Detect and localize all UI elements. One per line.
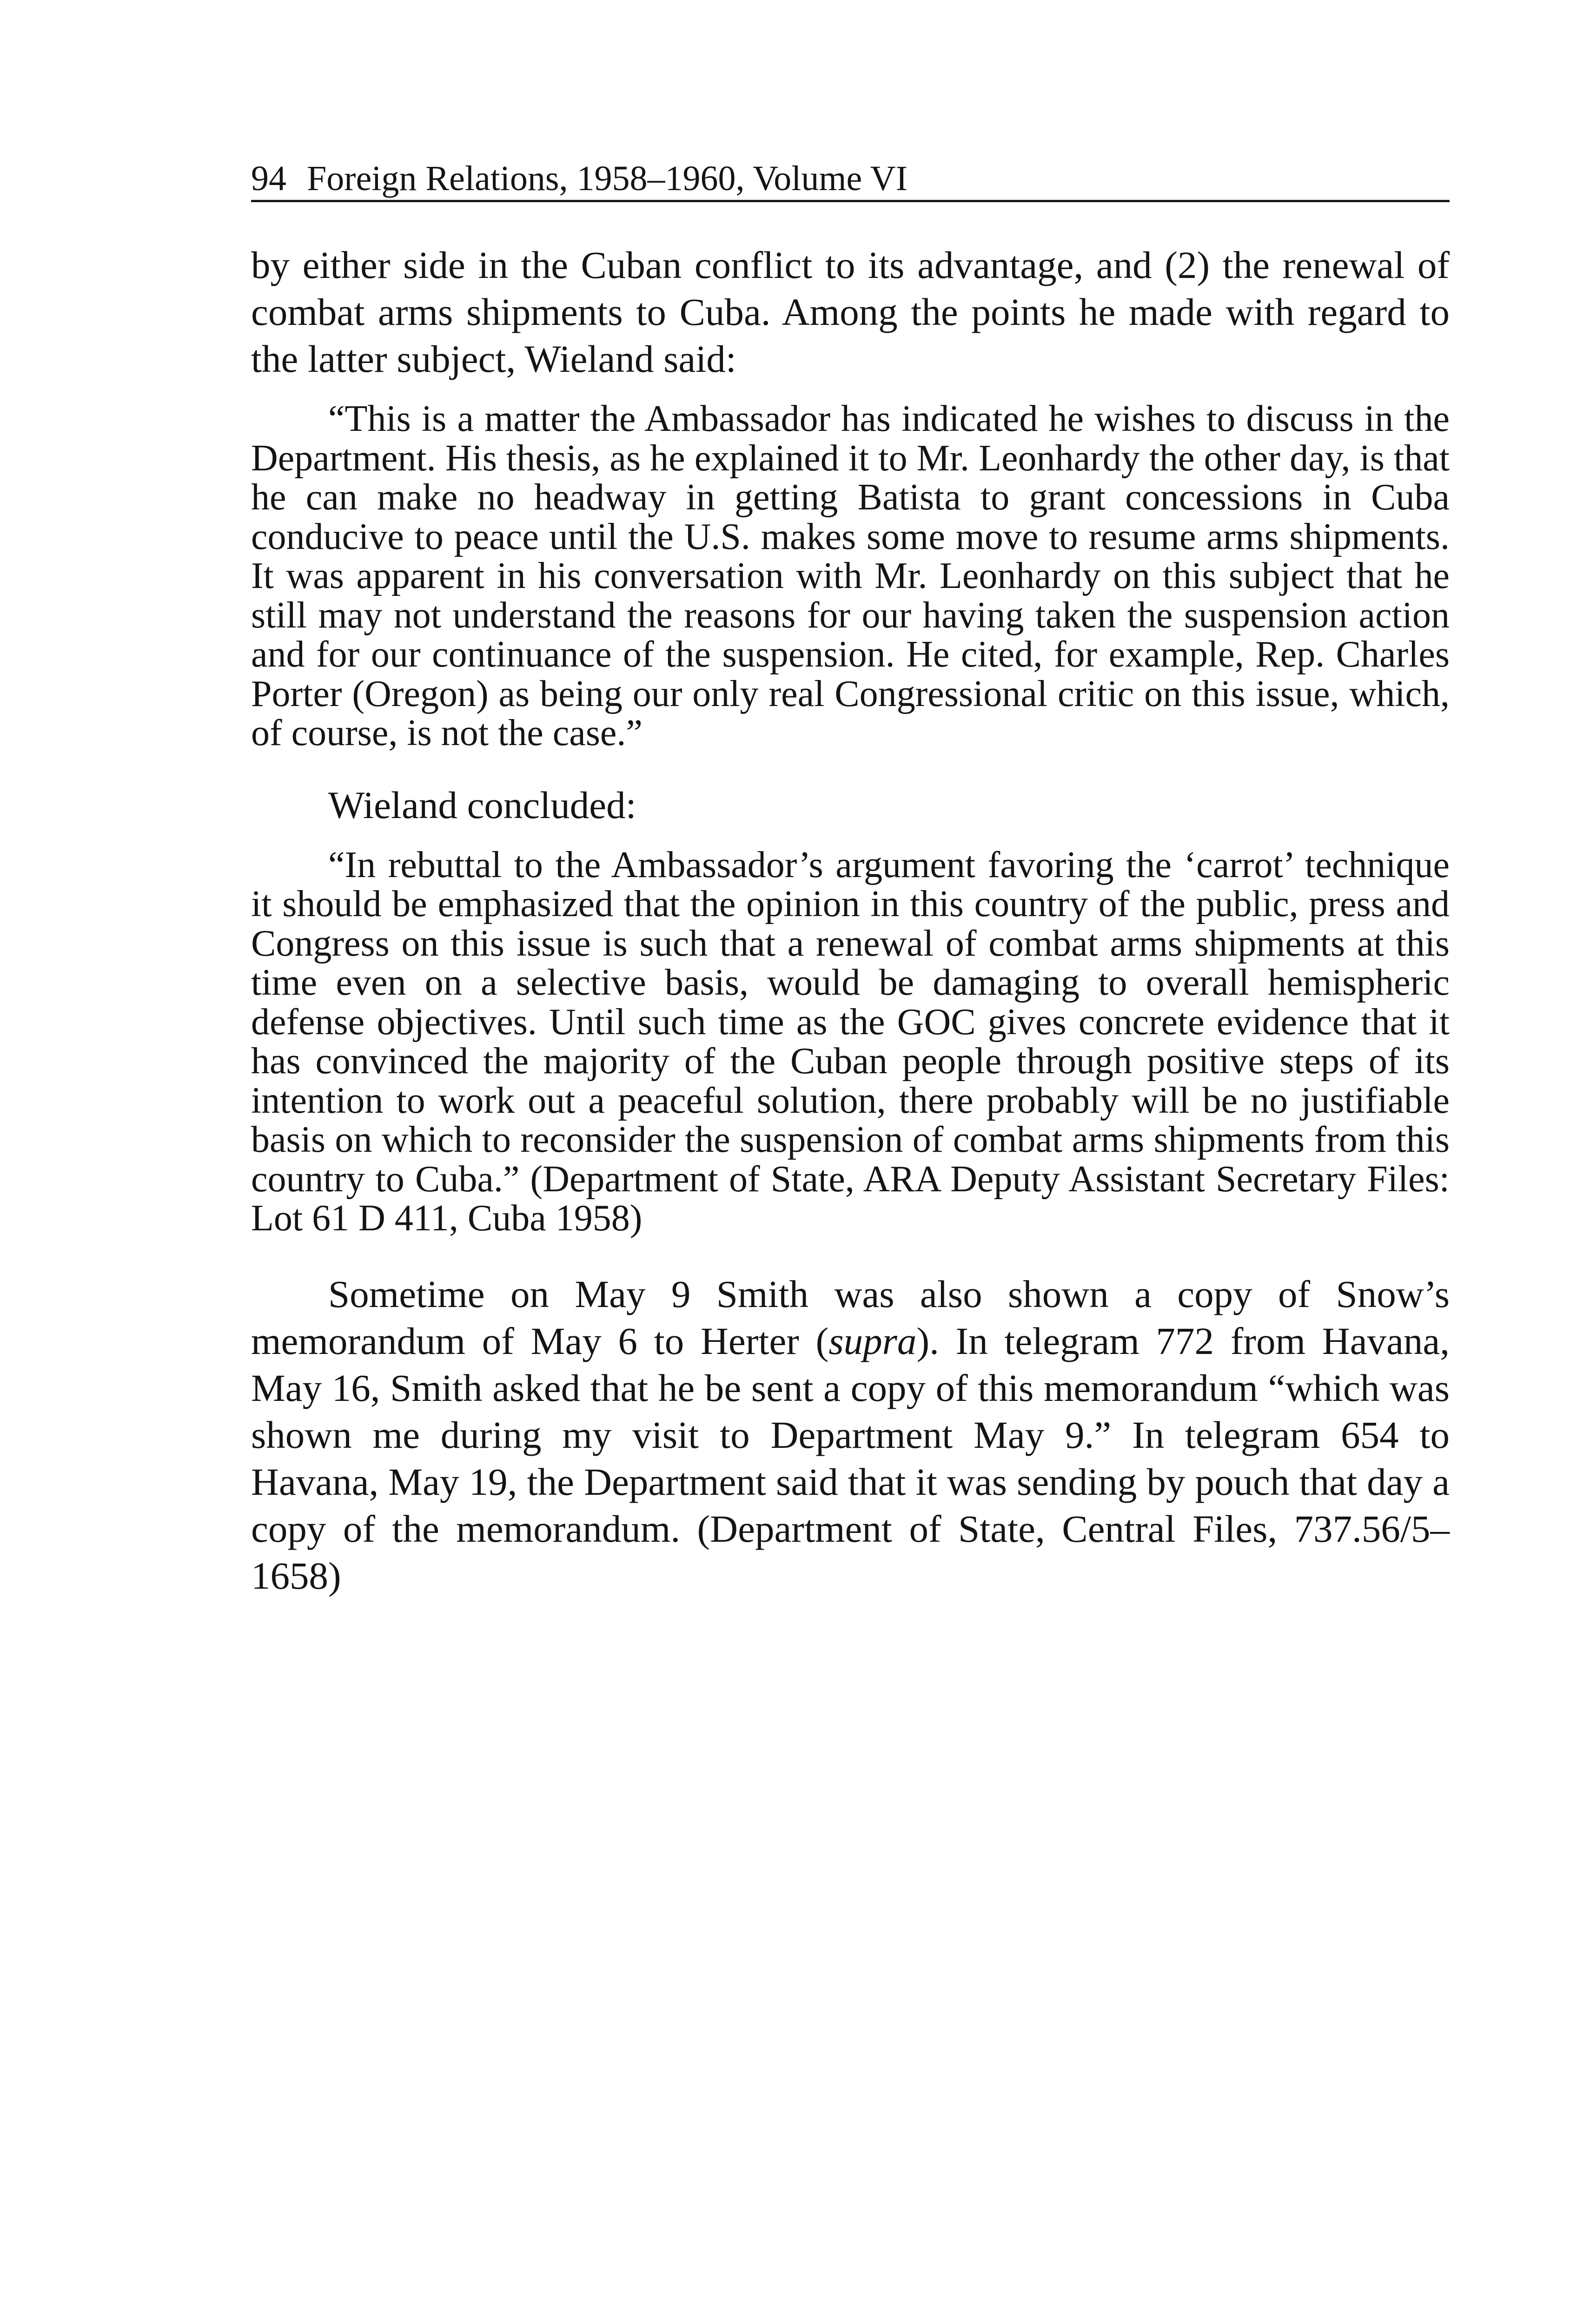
running-header [251, 157, 1450, 202]
block-quote-2: “In rebuttal to the Ambassador’s argument favoring the ‘carrot’ technique it should be emphasized that the opinion in this country of the public, press and Congress on this issue is such that a renewal of combat arms shipments at this time even on a selective basis, would be damaging to overall hemispheric defense objectives. Until such time as the GOC gives concrete evidence that it has convinced the majority of the Cuban people through positive steps of its intention to work out a peaceful solution, there probably will be no justifiable basis on which to reconsider the suspension of combat arms shipments from this country to Cuba.” (Department of State, ARA Deputy Assistant Secretary Files: Lot 61 D 411, Cuba 1958) [251, 844, 1450, 1239]
paragraph-final-text-1: Sometime on May 9 Smith was also shown a copy of Snow’s memorandum of May 6 to Herter ( [251, 1272, 1450, 1362]
page-number: 94 [251, 159, 286, 198]
block-quote-1: “This is a matter the Ambassador has indicated he wishes to discuss in the Department. His thesis, as he explained it to Mr. Leonhardy the other day, is that he can make no headway in getting Batista to grant concessions in Cuba conducive to peace until the U.S. makes some move to resume arms shipments. It was apparent in his conversation with Mr. Leonhardy on this subject that he still may not understand the reasons for our having taken the suspension action and for our continuance of the suspension. He cited, for example, Rep. Charles Porter (Oregon) as being our only real Congressional critic on this issue, which, of course, is not the case.” [251, 398, 1450, 753]
text-column [251, 242, 1450, 1599]
paragraph-final-text-2: ). In telegram 772 from Havana, May 16, Smith asked that he be sent a copy of this memorandum “which was shown me during my visit to Department May 9.” In telegram 654 to Havana, May 19, the Department said that it was sending by pouch that day a copy of the memorandum. (Department of State, Central Files, 737.56/5–1658) [251, 1319, 1450, 1597]
paragraph-continuation: by either side in the Cuban conflict to its advantage, and (2) the renewal of combat arms shipments to Cuba. Among the points he made with regard to the latter subject, Wieland said: [251, 244, 1450, 380]
supra-reference: supra [828, 1319, 917, 1362]
paragraph-final [251, 1271, 1450, 1599]
paragraph-wieland-concluded: Wieland concluded: [328, 783, 636, 826]
running-title: Foreign Relations, 1958–1960, Volume VI [307, 159, 908, 198]
